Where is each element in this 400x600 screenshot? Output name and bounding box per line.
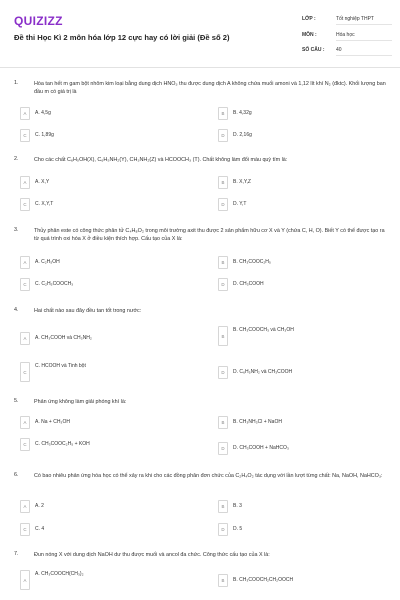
option-letter-box: D [218,129,228,142]
question-text: Có bao nhiêu phản ứng hóa học có thể xảy ra khi cho các đồng phân đơn chức của C₂H₄O₂ tác dụng với lần lượt từng chất: Na, NaOH, NaHCO₃: [34,473,383,479]
option-text: A. 4,5g [35,110,51,117]
question-number: 6. [14,472,19,478]
q4-option-b[interactable] [218,326,383,346]
question-number: 1. [14,80,19,86]
option-letter-box: A [20,176,30,189]
option-text: D. C₆H₅NH₂ và CH₃COOH [233,369,293,376]
meta-question-count-label: SỐ CÂU : [302,47,325,53]
option-letter-box: C [20,278,30,291]
option-letter-box: A [20,256,30,269]
option-text: C. HCOOH và Tinh bột [35,363,86,369]
q6-option-c[interactable] [20,523,185,536]
option-text: D. CH₃COOH [233,281,264,288]
option-letter-box: B [218,107,228,120]
option-text: B. X,Y,Z [233,179,251,186]
q6-option-b[interactable] [218,500,383,513]
q5-option-b[interactable] [218,416,383,429]
option-letter-box: B [218,416,228,429]
document-title: Đề thi Học Kì 2 môn hóa lớp 12 cực hay có lời giải (Đề số 2) [14,33,230,42]
q2-option-d[interactable] [218,198,383,211]
option-letter-box: C [20,438,30,451]
option-letter-box: B [218,256,228,269]
option-text: A. Na + CH₃OH [35,419,70,426]
q2-option-c[interactable] [20,198,185,211]
option-text: A. C₂H₅OH [35,259,60,266]
option-letter-box: C [20,362,30,382]
q4-option-c[interactable] [20,362,185,382]
q3-option-c[interactable] [20,278,185,291]
option-text: B. CH₃COOCH₃ và CH₃OH [233,327,294,333]
option-text: A. CH₃COOCH(CH₃)₂ [35,571,84,577]
option-text: C. 4 [35,526,45,533]
option-text: A. CH₃COOH và CH₃NH₂ [35,335,92,342]
option-text: B. CH₃COOCH₂CH₂OOCH [233,577,294,584]
option-text: C. C₂H₅COOCH₃ [35,281,74,288]
q3-option-d[interactable] [218,278,383,291]
question-number: 3. [14,227,19,233]
q2-option-a[interactable] [20,176,185,189]
option-letter-box: A [20,500,30,513]
option-letter-box: B [218,574,228,587]
option-letter-box: A [20,332,30,345]
q5-option-a[interactable] [20,416,185,429]
meta-subject-label: MÔN : [302,32,317,38]
question-text: Thủy phân este có công thức phân tử C₄H₈O₂ trong môi trường axit thu được 2 sản phẩm hữu cơ X và Y (chứa C, H, O). Biết Y có thể được tạo ra từ quá trình oxi hóa X ở điều kiện thích hợp. Cấu tạo của X là: [34,228,385,242]
question-text: Cho các chất C₆H₅OH(X), C₆H₅NH₂(Y), CH₃NH₂(Z) và HCOOCH₃ (T). Chất không làm đổi màu quỳ tím là: [34,157,288,163]
question-text: Phản ứng không làm giải phóng khí là: [34,399,127,405]
option-letter-box: B [218,500,228,513]
option-letter-box: B [218,176,228,189]
option-letter-box: D [218,278,228,291]
meta-grade-value: Tốt nghiệp THPT [336,16,392,25]
q7-option-a[interactable] [20,570,185,590]
question-text: Đun nóng X với dung dịch NaOH dư thu được muối và ancol đa chức. Công thức cấu tạo của X là: [34,552,270,558]
option-text: D. 2,16g [233,132,252,139]
q6-option-d[interactable] [218,523,383,536]
option-letter-box: D [218,523,228,536]
q5-option-d[interactable] [218,442,383,455]
q6-option-a[interactable] [20,500,185,513]
question-text: Hòa tan hết m gam bột nhôm kim loại bằng dung dịch HNO₃ thu được dung dịch A không chứa muối amoni và 1,12 lít khí N₂ (đktc). Khối lượng ban đầu m có giá trị là [34,81,386,95]
question-number: 5. [14,398,19,404]
meta-question-count-value: 40 [336,47,392,56]
option-letter-box: B [218,326,228,346]
option-text: B. CH₃NH₃Cl + NaOH [233,419,282,426]
option-text: C. X,Y,T [35,201,54,208]
option-text: B. 4,32g [233,110,252,117]
q5-option-c[interactable] [20,438,185,451]
option-text: B. CH₃COOC₂H₅ [233,259,271,266]
q4-option-d[interactable] [218,366,383,379]
option-text: B. 3 [233,503,242,510]
q2-option-b[interactable] [218,176,383,189]
option-text: A. 2 [35,503,44,510]
q3-option-b[interactable] [218,256,383,269]
option-text: C. CH₃COOC₂H₅ + KOH [35,441,90,448]
question-number: 2. [14,156,19,162]
q7-option-b[interactable] [218,574,383,587]
q1-option-d[interactable] [218,129,383,142]
q1-option-b[interactable] [218,107,383,120]
option-letter-box: C [20,523,30,536]
q3-option-a[interactable] [20,256,185,269]
option-letter-box: D [218,366,228,379]
option-letter-box: A [20,416,30,429]
q1-option-a[interactable] [20,107,185,120]
question-number: 4. [14,307,19,313]
option-letter-box: C [20,198,30,211]
option-letter-box: D [218,198,228,211]
question-text: Hai chất nào sau đây đều tan tốt trong nước: [34,308,142,314]
option-letter-box: D [218,442,228,455]
option-text: A. X,Y [35,179,50,186]
meta-subject-value: Hóa học [336,32,392,41]
option-letter-box: C [20,129,30,142]
document-header [0,0,400,68]
q4-option-a[interactable] [20,332,185,345]
option-text: C. 1,89g [35,132,54,139]
meta-grade-label: LỚP : [302,16,316,22]
option-letter-box: A [20,107,30,120]
option-letter-box: A [20,570,30,590]
question-number: 7. [14,551,19,557]
option-text: D. 5 [233,526,243,533]
q1-option-c[interactable] [20,129,185,142]
quizizz-logo: QUIZIZZ [14,14,63,28]
option-text: D. CH₃COOH + NaHCO₃ [233,445,289,452]
option-text: D. Y,T [233,201,247,208]
